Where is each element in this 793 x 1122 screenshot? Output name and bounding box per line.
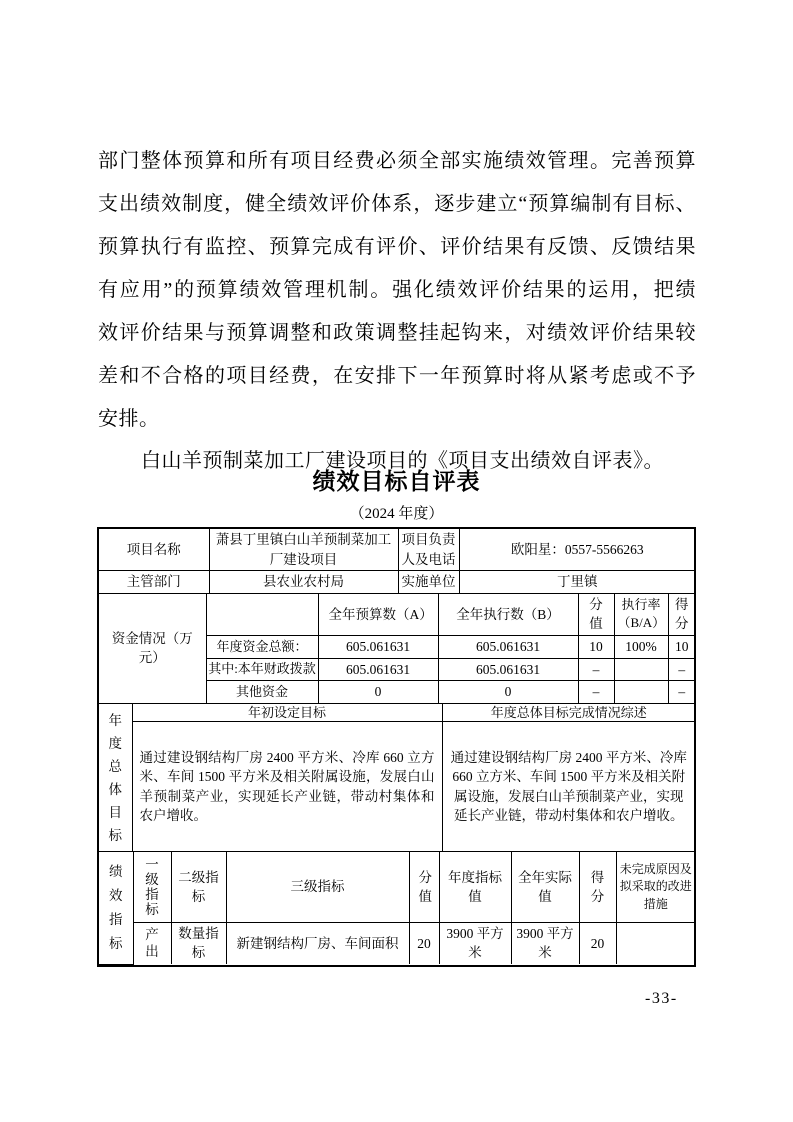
funding-execution-value: 605.061631 xyxy=(438,636,578,659)
page-number: -33- xyxy=(645,990,678,1007)
table-row xyxy=(99,722,695,852)
funding-score-value: – xyxy=(668,681,695,704)
table-subtitle: （2024 年度） xyxy=(349,506,444,522)
funding-rate-header: 执行率（B/A） xyxy=(614,594,668,636)
level1-value: 产出 xyxy=(133,922,171,964)
funding-budget-value: 605.061631 xyxy=(318,658,438,681)
project-name-label: 项目名称 xyxy=(99,529,209,571)
actual-header: 全年实际值 xyxy=(511,852,579,922)
table-row xyxy=(99,571,695,594)
funding-budget-value: 0 xyxy=(318,681,438,704)
basic-info-table xyxy=(99,529,695,594)
funding-row-name: 其他资金 xyxy=(206,681,318,704)
goal-set-header: 年初设定目标 xyxy=(132,704,442,722)
funding-weight-value: 10 xyxy=(578,636,614,659)
funding-row-name: 年度资金总额： xyxy=(206,636,318,659)
level1-header: 一级指标 xyxy=(133,852,171,922)
table-row xyxy=(99,852,695,922)
funding-score-value: 10 xyxy=(668,636,695,659)
score-value: 20 xyxy=(579,922,616,964)
target-value: 3900 平方米 xyxy=(439,922,511,964)
body-line: 部门整体预算和所有项目经费必须全部实施绩效管理。完善预算 xyxy=(98,150,696,172)
body-line: 预算执行有监控、预算完成有评价、评价结果有反馈、反馈结果 xyxy=(98,236,696,258)
funding-weight-value: – xyxy=(578,658,614,681)
level3-value: 新建钢结构厂房、车间面积 xyxy=(226,922,409,964)
funding-execution-header: 全年执行数（B） xyxy=(438,594,578,636)
level2-value: 数量指标 xyxy=(171,922,226,964)
table-row xyxy=(99,922,695,964)
funding-section-label: 资金情况（万元） xyxy=(99,594,206,704)
indicators-section-label: 绩效指标 xyxy=(99,852,133,964)
table-row xyxy=(99,704,695,722)
weight-value: 20 xyxy=(409,922,439,964)
indicators-table xyxy=(99,852,695,964)
funding-execution-value: 605.061631 xyxy=(438,658,578,681)
funding-rate-value xyxy=(614,681,668,704)
unit-value: 丁里镇 xyxy=(459,571,695,594)
leader-label: 项目负责人及电话 xyxy=(398,529,459,571)
score-header: 得分 xyxy=(579,852,616,922)
funding-weight-value: – xyxy=(578,681,614,704)
funding-budget-header: 全年预算数（A） xyxy=(318,594,438,636)
funding-row-name: 其中:本年财政拨款 xyxy=(206,658,318,681)
funding-rate-value: 100% xyxy=(614,636,668,659)
funding-blank-header xyxy=(206,594,318,636)
funding-rate-value xyxy=(614,658,668,681)
annual-goal-table xyxy=(99,704,695,853)
funding-weight-header: 分值 xyxy=(578,594,614,636)
funding-table xyxy=(99,594,695,704)
funding-execution-value: 0 xyxy=(438,681,578,704)
level3-header: 三级指标 xyxy=(226,852,409,922)
goal-set-text: 通过建设钢结构厂房 2400 平方米、冷库 660 立方米、车间 1500 平方米及相关附属设施，发展白山羊预制菜产业，实现延长产业链，带动村集体和农户增收。 xyxy=(132,722,442,852)
unit-label: 实施单位 xyxy=(398,571,459,594)
dept-value: 县农业农村局 xyxy=(209,571,398,594)
table-row xyxy=(99,529,695,571)
body-line: 安排。 xyxy=(98,408,160,430)
level2-header: 二级指标 xyxy=(171,852,226,922)
funding-score-header: 得分 xyxy=(668,594,695,636)
annual-goal-section-label: 年度总体目标 xyxy=(99,704,132,852)
performance-table xyxy=(97,527,696,967)
body-line-indented: 白山羊预制菜加工厂建设项目的《项目支出绩效自评表》。 xyxy=(141,450,664,472)
table-row xyxy=(99,594,695,636)
actual-value: 3900 平方米 xyxy=(511,922,579,964)
body-line: 差和不合格的项目经费，在安排下一年预算时将从紧考虑或不予 xyxy=(98,365,696,387)
funding-score-value: – xyxy=(668,658,695,681)
dept-label: 主管部门 xyxy=(99,571,209,594)
target-header: 年度指标值 xyxy=(439,852,511,922)
project-name-value: 萧县丁里镇白山羊预制菜加工厂建设项目 xyxy=(209,529,398,571)
body-line: 效评价结果与预算调整和政策调整挂起钩来，对绩效评价结果较 xyxy=(98,322,696,344)
body-line: 支出绩效制度，健全绩效评价体系，逐步建立“预算编制有目标、 xyxy=(98,193,696,215)
funding-budget-value: 605.061631 xyxy=(318,636,438,659)
weight-header: 分值 xyxy=(409,852,439,922)
body-line: 有应用”的预算绩效管理机制。强化绩效评价结果的运用，把绩 xyxy=(98,279,696,301)
body-paragraph xyxy=(98,140,696,481)
reason-value xyxy=(616,922,695,964)
table-title: 绩效目标自评表 xyxy=(312,469,481,494)
reason-header: 未完成原因及拟采取的改进措施 xyxy=(616,852,695,922)
goal-summary-text: 通过建设钢结构厂房 2400 平方米、冷库 660 立方米、车间 1500 平方米及相关附属设施，发展白山羊预制菜产业，实现延长产业链，带动村集体和农户增收。 xyxy=(442,722,695,852)
goal-summary-header: 年度总体目标完成情况综述 xyxy=(442,704,695,722)
leader-value: 欧阳星：0557-5566263 xyxy=(459,529,695,571)
